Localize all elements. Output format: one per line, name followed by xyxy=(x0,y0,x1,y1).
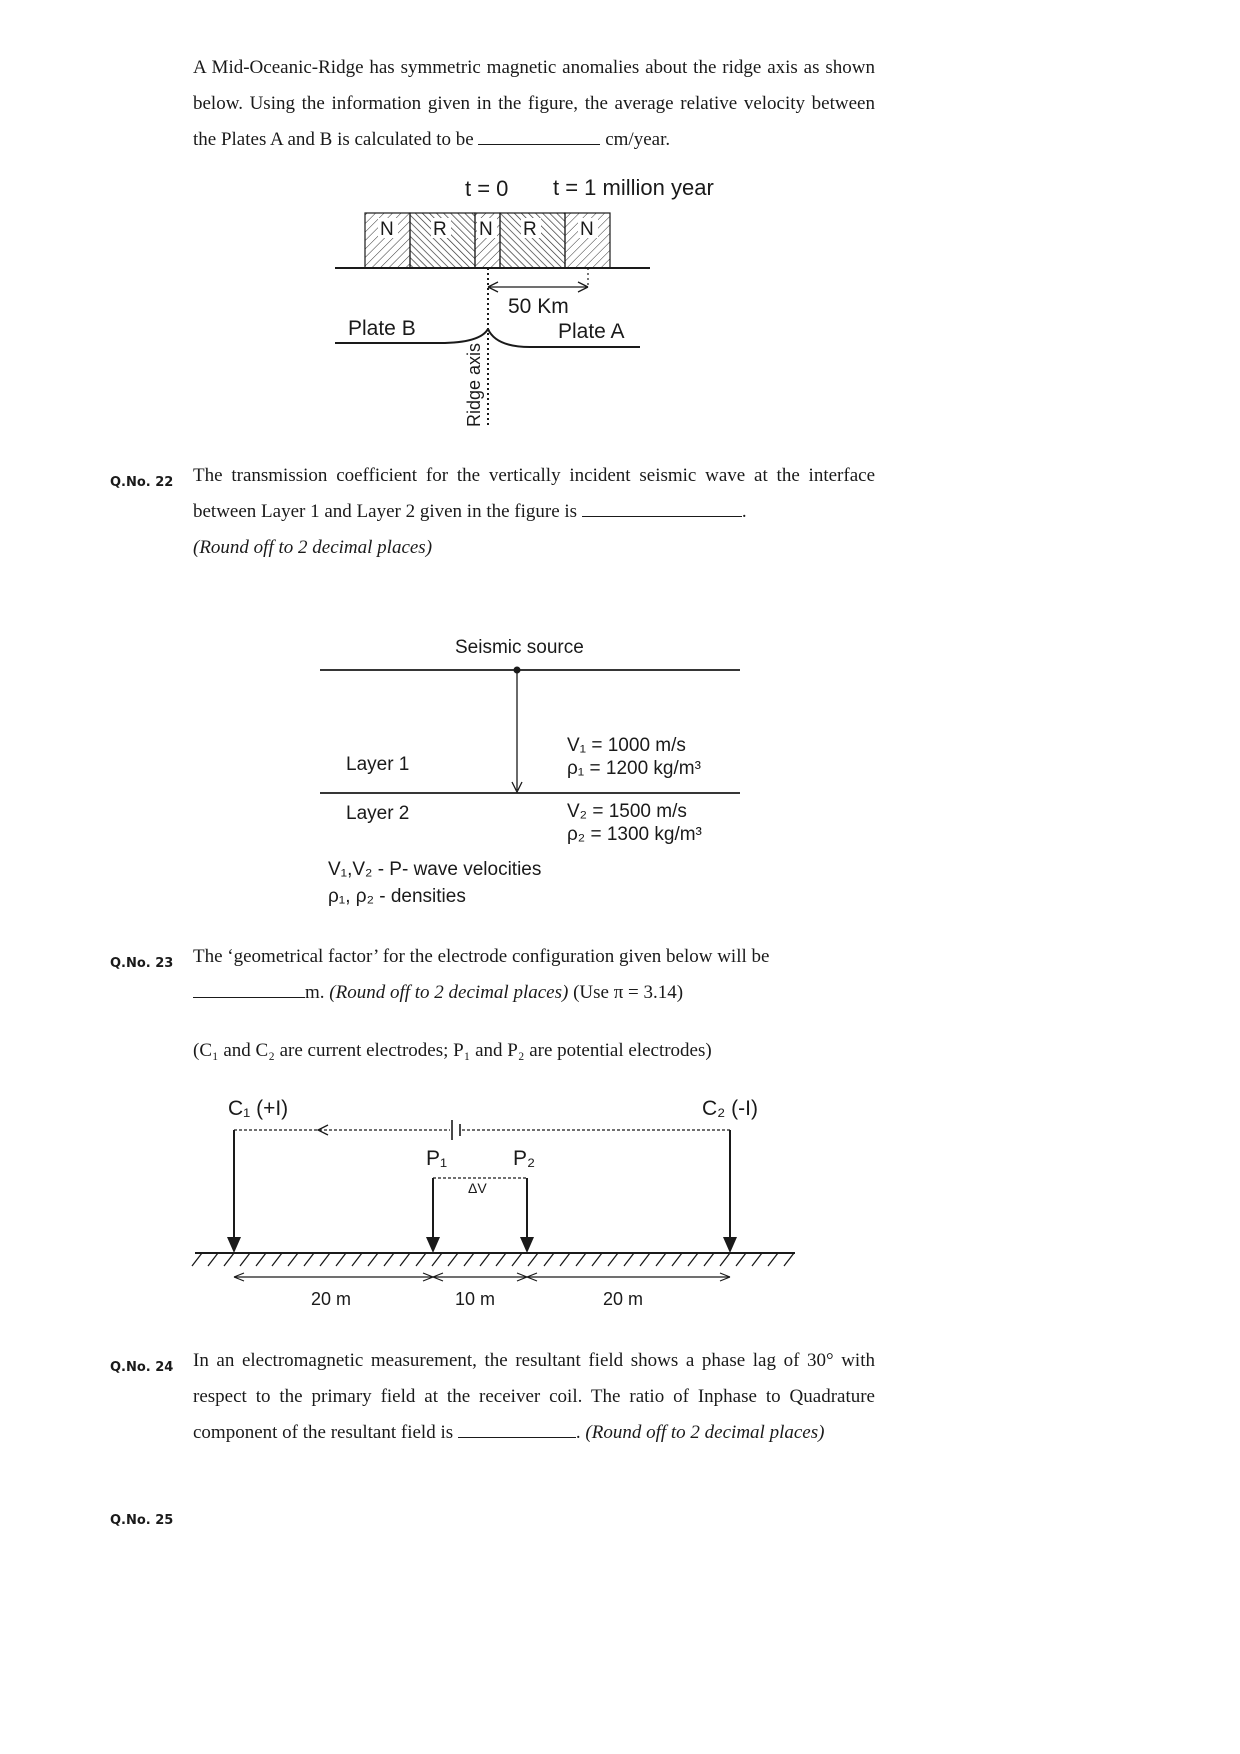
c1-label: C₁ (+I) xyxy=(228,1097,289,1120)
legend-densities: ρ₁, ρ₂ - densities xyxy=(328,886,466,907)
t1-label: t = 1 million year xyxy=(553,175,714,200)
q23-note: (C₁ and C₂ are current electrodes; P₁ and P₂ are potential electrodes) xyxy=(193,1040,712,1061)
q24-round-a: (Round off to 2 xyxy=(585,1422,700,1443)
q23-text xyxy=(193,939,875,1011)
distance-20m-right: 20 m xyxy=(603,1289,644,1309)
ground-hatch xyxy=(192,1253,794,1266)
q22-round: (Round off to 2 decimal places) xyxy=(193,537,433,558)
block-label-r1: R xyxy=(433,219,447,240)
q21-text xyxy=(193,50,875,158)
q24-round-b: decimal places) xyxy=(704,1422,825,1443)
q23-use-pi: (Use π = 3.14) xyxy=(573,982,684,1003)
q24-text-b: . xyxy=(575,1422,581,1443)
t0-label: t = 0 xyxy=(465,176,509,201)
q22-text-end: . xyxy=(741,501,747,522)
q25-number: Q.No. 25 xyxy=(110,1513,174,1528)
q21-text-b: cm/year. xyxy=(605,129,671,150)
q23-text-b: m. xyxy=(305,982,325,1003)
plate-b-label: Plate B xyxy=(348,317,416,340)
q22-answer-blank[interactable] xyxy=(582,502,742,517)
block-label-n2: N xyxy=(479,219,493,240)
ridge-figure xyxy=(320,175,780,435)
block-label-n3: N xyxy=(580,219,594,240)
p1-label: P₁ xyxy=(426,1147,448,1170)
legend-velocities: V₁,V₂ - P- wave velocities xyxy=(328,859,542,880)
q22-text xyxy=(193,458,875,566)
q23-text-a: The ‘geometrical factor’ for the electrode configuration given below will be xyxy=(193,946,770,967)
rho1-label: ρ₁ = 1200 kg/m³ xyxy=(567,758,701,779)
q22-number: Q.No. 22 xyxy=(110,475,174,490)
q23-round: (Round off to 2 decimal places) xyxy=(329,982,569,1003)
distance-10m: 10 m xyxy=(455,1289,496,1309)
q24-answer-blank[interactable] xyxy=(458,1423,576,1438)
p2-label: P₂ xyxy=(513,1147,536,1170)
plate-a-label: Plate A xyxy=(558,320,625,343)
q22-text-main: The transmission coefficient for the vertically incident seismic wave at the interface between Layer 1 and Layer 2 given in the figure is xyxy=(193,465,875,522)
rho2-label: ρ₂ = 1300 kg/m³ xyxy=(567,824,702,845)
distance-label: 50 Km xyxy=(508,295,569,318)
v1-label: V₁ = 1000 m/s xyxy=(567,735,686,756)
q24-text-a: In an electromagnetic measurement, the resultant field shows a phase lag of 30° with respect to the primary field at the receiver coil. The ratio of Inphase to Quadrature component of the resultant field is xyxy=(193,1350,875,1443)
distance-20m-left: 20 m xyxy=(311,1289,352,1309)
block-label-r2: R xyxy=(523,219,537,240)
q21-text-a: A Mid-Oceanic-Ridge has symmetric magnetic anomalies about the ridge axis as shown below. Using the information given in the figure, the average relative velocity between the Plates A and B is calculated to be xyxy=(193,57,875,150)
layer2-label: Layer 2 xyxy=(346,803,410,824)
delta-v-label: ΔV xyxy=(468,1180,487,1196)
layer1-label: Layer 1 xyxy=(346,754,410,775)
electrode-figure xyxy=(190,1085,810,1320)
v2-label: V₂ = 1500 m/s xyxy=(567,801,687,822)
q23-number: Q.No. 23 xyxy=(110,956,174,971)
q21-answer-blank[interactable] xyxy=(478,130,600,145)
q24-number: Q.No. 24 xyxy=(110,1360,174,1375)
c2-label: C₂ (-I) xyxy=(702,1097,758,1120)
q24-text xyxy=(193,1343,875,1451)
seismic-source-label: Seismic source xyxy=(455,637,584,658)
block-label-n1: N xyxy=(380,219,394,240)
ridge-axis-label: Ridge axis xyxy=(464,342,484,427)
q23-answer-blank[interactable] xyxy=(193,983,305,998)
seismic-figure xyxy=(310,630,760,910)
